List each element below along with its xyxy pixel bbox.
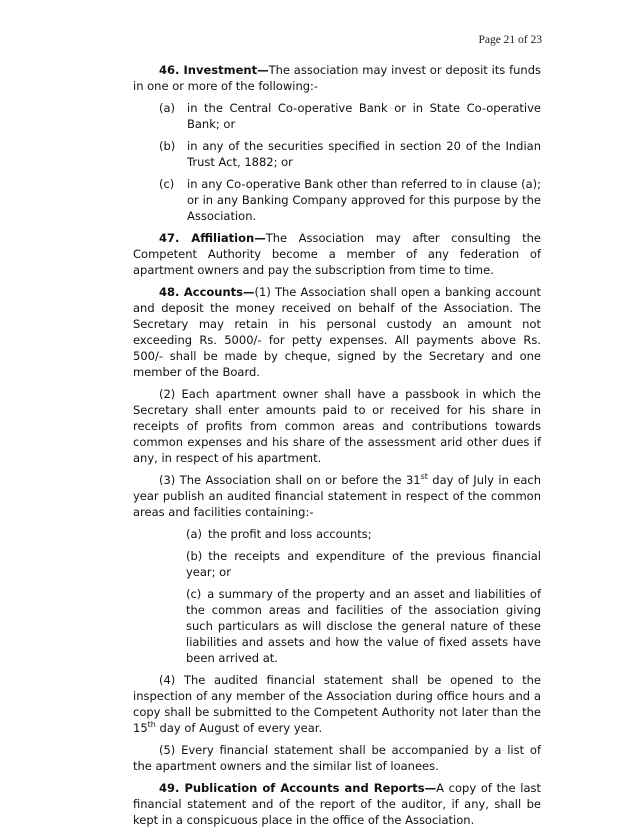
section-47-text: The Association may after consulting the Competent Authority become a member of any federation of apartment owners and pay the subscription from time to time. [133, 231, 541, 277]
item-text: in the Central Co-operative Bank or in State Co-operative Bank; or [187, 101, 541, 131]
section-48-paragraph-1 [133, 284, 541, 380]
item-text: the profit and loss accounts; [208, 527, 372, 541]
item-label: (a) [159, 101, 176, 115]
section-48-paragraph-5: (5) Every financial statement shall be accompanied by a list of the apartment owners and the similar list of loanees. [133, 743, 541, 773]
section-48-paragraph-4 [133, 672, 541, 736]
section-47-paragraph [133, 230, 541, 278]
section-48-subitem [186, 548, 541, 580]
section-46-item [159, 100, 541, 132]
section-47-heading: 47. Affiliation— [159, 231, 266, 245]
ordinal-suffix: st [420, 472, 428, 482]
item-text: a summary of the property and an asset and liabilities of the common areas and facilities of the association giving such particulars as will disclose the general nature of these liabilities and assets and how the value of fixed assets have been arrived at. [186, 587, 541, 665]
section-49-heading: 49. Publication of Accounts and Reports— [159, 781, 437, 795]
section-46-text: The association may invest or deposit its funds in one or more of the following:- [133, 63, 542, 93]
paragraph-text: day of August of every year. [155, 721, 323, 735]
item-label: (c) [159, 177, 175, 191]
paragraph-text: day of July in each year publish an audited financial statement in respect of the common areas and facilities containing:- [133, 473, 541, 519]
item-label: (c) [186, 587, 202, 601]
section-48-heading: 48. Accounts— [159, 285, 255, 299]
paragraph-text: (3) The Association shall on or before the 31 [159, 473, 421, 487]
section-48-subitem [186, 586, 541, 666]
section-49-text: A copy of the last financial statement and of the report of the auditor, if any, shall be kept in a conspicuous place in the office of the Association. [133, 781, 542, 827]
item-text: in any Co-operative Bank other than referred to in clause (a); or in any Banking Company approved for this purpose by the Association. [187, 177, 541, 223]
paragraph-text: (4) The audited financial statement shall be opened to the inspection of any member of the Association during office hours and a copy shall be submitted to the Competent Authority not later than the 15 [133, 673, 541, 735]
item-text: the receipts and expenditure of the previous financial year; or [186, 549, 541, 579]
section-48-paragraph-2: (2) Each apartment owner shall have a passbook in which the Secretary shall enter amounts paid to or received for his share in receipts of profits from common areas and contributions towards common expenses and his share of the assessment arid other dues if any, in respect of his apartment. [133, 387, 541, 465]
item-text: in any of the securities specified in section 20 of the Indian Trust Act, 1882; or [187, 139, 541, 169]
section-46-item [159, 138, 541, 170]
section-46-item [159, 176, 541, 224]
section-48-subitem [186, 526, 541, 542]
item-label: (b) [186, 549, 203, 563]
section-46-intro [133, 62, 541, 94]
section-46-heading: 46. Investment— [159, 63, 269, 77]
section-48-text-1: (1) The Association shall open a banking account and deposit the money received on behalf of the Association. The Secretary may retain in his personal custody an amount not exceeding Rs. 5000/- for petty expenses. All payments above Rs. 500/- shall be made by cheque, signed by the Secretary and one member of the Board. [133, 285, 541, 379]
document-body [133, 62, 541, 834]
ordinal-suffix: th [147, 720, 156, 730]
page-number: Page 21 of 23 [478, 34, 542, 46]
section-48-paragraph-3 [133, 472, 541, 520]
item-label: (b) [159, 139, 176, 153]
section-49-paragraph [133, 780, 541, 828]
item-label: (a) [186, 527, 203, 541]
